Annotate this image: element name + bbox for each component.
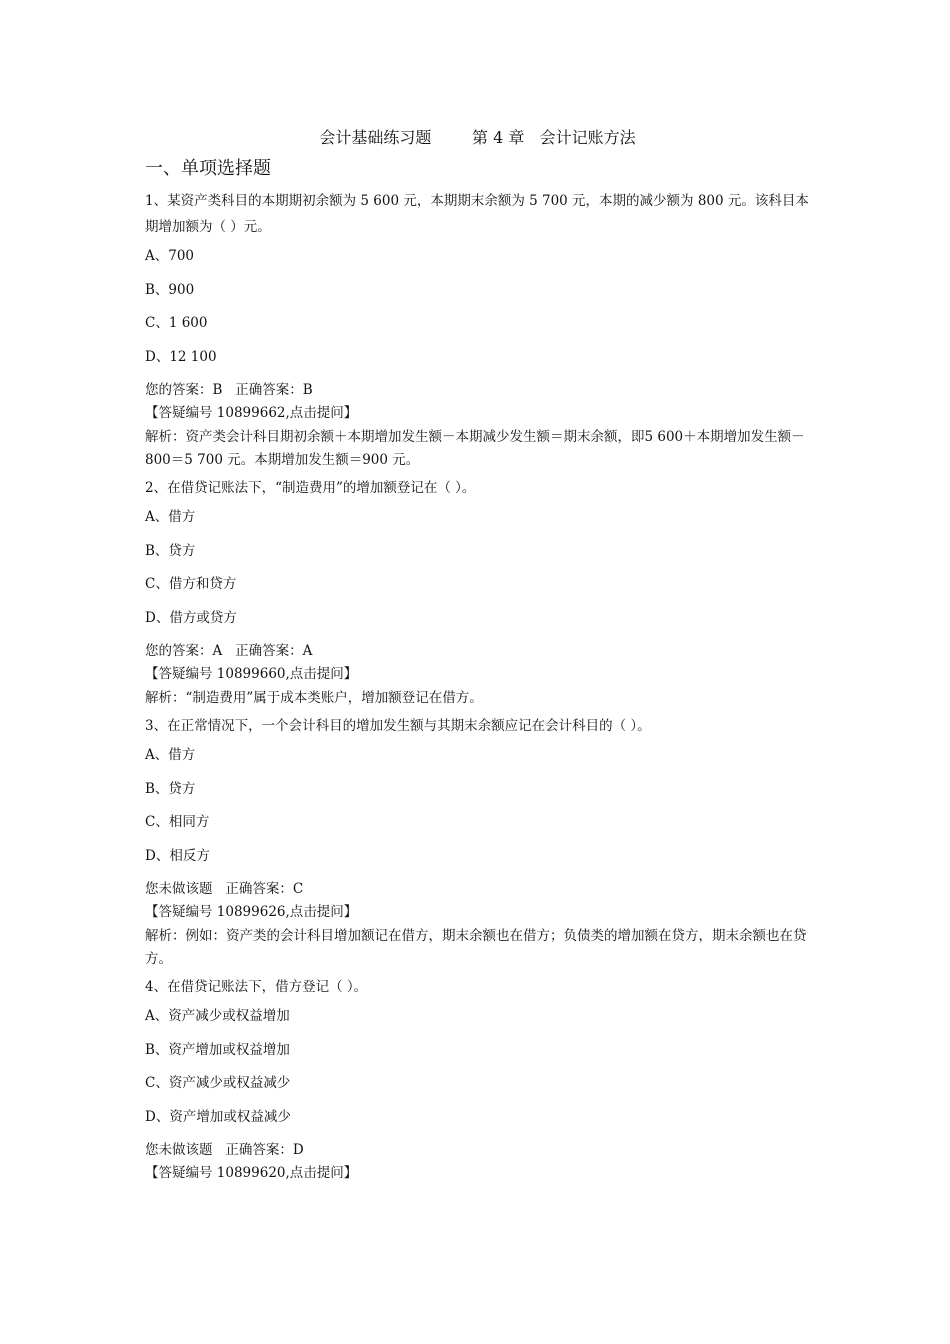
option-a[interactable]: A、资产减少或权益增加 bbox=[145, 1008, 290, 1024]
question-2 bbox=[145, 475, 810, 710]
option-b[interactable]: B、贷方 bbox=[145, 542, 196, 559]
answer-line: 您的答案：A 正确答案：A bbox=[145, 643, 313, 659]
option-c[interactable]: C、1 600 bbox=[145, 315, 208, 331]
answer-line: 您未做该题 正确答案：C bbox=[145, 881, 304, 897]
option-c[interactable]: C、借方和贷方 bbox=[145, 576, 237, 592]
question-stem: 1、某资产类科目的本期期初余额为 5 600 元，本期期末余额为 5 700 元，本期的减少额为 800 元。该科目本期增加额为（ ）元。 bbox=[145, 193, 809, 235]
ask-question-link[interactable]: 【答疑编号 10899662,点击提问】 bbox=[145, 405, 358, 421]
answer-line: 您未做该题 正确答案：D bbox=[145, 1142, 304, 1158]
option-a[interactable]: A、700 bbox=[145, 248, 195, 264]
ask-question-link[interactable]: 【答疑编号 10899620,点击提问】 bbox=[145, 1165, 358, 1181]
question-3 bbox=[145, 713, 810, 971]
option-a[interactable]: A、借方 bbox=[145, 509, 196, 525]
option-b[interactable]: B、资产增加或权益增加 bbox=[145, 1041, 290, 1058]
answer-line: 您的答案：B 正确答案：B bbox=[145, 382, 313, 398]
ask-question-link[interactable]: 【答疑编号 10899660,点击提问】 bbox=[145, 666, 358, 682]
analysis-text: 解析：例如：资产类的会计科目增加额记在借方，期末余额也在借方；负债类的增加额在贷方，期末余额也在贷方。 bbox=[145, 928, 807, 967]
option-d[interactable]: D、资产增加或权益减少 bbox=[145, 1108, 291, 1125]
option-d[interactable]: D、借方或贷方 bbox=[145, 609, 237, 626]
option-d[interactable]: D、相反方 bbox=[145, 847, 210, 864]
question-1 bbox=[145, 188, 810, 472]
analysis-text: 解析：资产类会计科目期初余额＋本期增加发生额－本期减少发生额＝期末余额，即5 600＋本期增加发生额－800＝5 700 元。本期增加发生额＝900 元。 bbox=[145, 429, 805, 468]
question-stem: 2、在借贷记账法下，“制造费用”的增加额登记在（ ）。 bbox=[145, 480, 476, 496]
document-title: 会计基础练习题 第 4 章 会计记账方法 bbox=[319, 128, 636, 147]
question-4 bbox=[145, 974, 810, 1183]
question-stem: 4、在借贷记账法下，借方登记（ ）。 bbox=[145, 979, 368, 995]
question-stem: 3、在正常情况下，一个会计科目的增加发生额与其期末余额应记在会计科目的（ ）。 bbox=[145, 718, 651, 734]
option-d[interactable]: D、12 100 bbox=[145, 348, 217, 365]
ask-question-link[interactable]: 【答疑编号 10899626,点击提问】 bbox=[145, 904, 358, 920]
document-page bbox=[145, 120, 810, 1186]
section-title: 一、单项选择题 bbox=[145, 158, 271, 179]
analysis-text: 解析：“制造费用”属于成本类账户，增加额登记在借方。 bbox=[145, 690, 483, 706]
option-b[interactable]: B、900 bbox=[145, 281, 195, 298]
option-b[interactable]: B、贷方 bbox=[145, 780, 196, 797]
option-c[interactable]: C、资产减少或权益减少 bbox=[145, 1075, 291, 1091]
option-a[interactable]: A、借方 bbox=[145, 747, 196, 763]
option-c[interactable]: C、相同方 bbox=[145, 814, 210, 830]
